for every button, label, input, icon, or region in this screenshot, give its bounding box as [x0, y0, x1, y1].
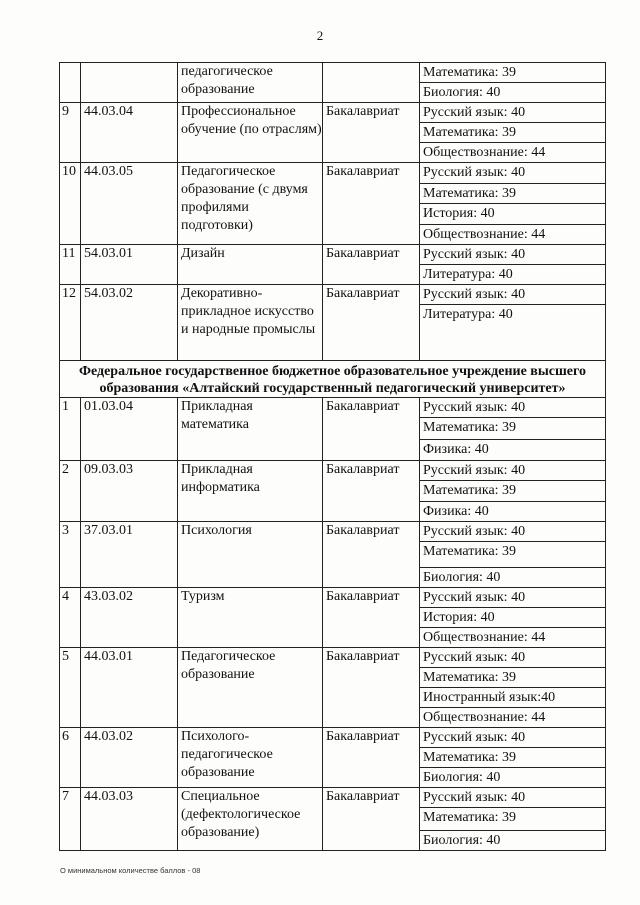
table-row — [60, 63, 606, 103]
row-number: 9 — [60, 103, 81, 163]
direction-code: 37.03.01 — [81, 522, 178, 588]
direction-name: Профессиональное обучение (по отраслям) — [178, 103, 323, 163]
subject-score: Русский язык: 40 — [420, 522, 605, 542]
subject-score: Физика: 40 — [423, 442, 489, 457]
row-number: 5 — [60, 648, 81, 728]
subject-score: Математика: 39 — [420, 542, 605, 568]
row-number: 10 — [60, 163, 81, 245]
row-number: 1 — [60, 398, 81, 461]
row-number — [60, 63, 81, 103]
subjects-cell — [420, 103, 606, 163]
page-number: 2 — [316, 28, 324, 43]
direction-code: 43.03.02 — [81, 588, 178, 648]
subject-score: Русский язык: 40 — [420, 728, 605, 748]
subject-score: Русский язык: 40 — [420, 285, 605, 305]
subject-score: Русский язык: 40 — [420, 398, 605, 418]
subject-score: История: 40 — [420, 608, 605, 628]
subject-score: Русский язык: 40 — [420, 788, 605, 808]
subject-score: Литература: 40 — [423, 307, 513, 322]
education-level: Бакалавриат — [323, 588, 420, 648]
direction-name: Педагогическое образование — [178, 648, 323, 728]
row-number: 11 — [60, 245, 81, 285]
education-level: Бакалавриат — [323, 285, 420, 361]
section-header-row — [60, 361, 606, 398]
footer-note: О минимальном количестве баллов - 08 — [60, 866, 201, 875]
subject-score: Литература: 40 — [423, 267, 513, 282]
direction-code: 54.03.01 — [81, 245, 178, 285]
direction-code: 44.03.04 — [81, 103, 178, 163]
subjects-cell — [420, 285, 606, 361]
table-row — [60, 245, 606, 285]
table-row — [60, 588, 606, 648]
education-level: Бакалавриат — [323, 788, 420, 851]
table-row — [60, 788, 606, 851]
direction-name: Специальное (дефектологическое образование) — [178, 788, 323, 851]
table-body-top — [60, 63, 606, 361]
subject-score: Русский язык: 40 — [420, 648, 605, 668]
subject-score: Иностранный язык:40 — [420, 688, 605, 708]
subject-score: Русский язык: 40 — [420, 163, 605, 184]
table-row — [60, 163, 606, 245]
subject-score: Обществознание: 44 — [423, 710, 546, 725]
direction-name: Психология — [178, 522, 323, 588]
subject-score: Русский язык: 40 — [420, 588, 605, 608]
admission-scores-table — [59, 62, 606, 851]
education-level: Бакалавриат — [323, 461, 420, 522]
table-row — [60, 648, 606, 728]
education-level — [323, 63, 420, 103]
section-header-body — [60, 361, 606, 398]
direction-code: 44.03.01 — [81, 648, 178, 728]
direction-code — [81, 63, 178, 103]
direction-code: 44.03.05 — [81, 163, 178, 245]
subjects-cell — [420, 728, 606, 788]
subject-score: Математика: 39 — [420, 418, 605, 440]
subjects-cell — [420, 648, 606, 728]
subjects-cell — [420, 522, 606, 588]
row-number: 4 — [60, 588, 81, 648]
subject-score: Русский язык: 40 — [420, 245, 605, 265]
subject-score: Математика: 39 — [420, 184, 605, 204]
subject-score: Биология: 40 — [423, 85, 501, 100]
direction-name: Прикладная информатика — [178, 461, 323, 522]
subject-score: Биология: 40 — [423, 570, 501, 585]
subject-score: Обществознание: 44 — [423, 145, 546, 160]
subject-score: Математика: 39 — [420, 481, 605, 502]
education-level: Бакалавриат — [323, 648, 420, 728]
subject-score: История: 40 — [420, 204, 605, 225]
subjects-cell — [420, 461, 606, 522]
subjects-cell — [420, 163, 606, 245]
direction-code: 54.03.02 — [81, 285, 178, 361]
direction-code: 44.03.03 — [81, 788, 178, 851]
table-row — [60, 285, 606, 361]
table-body-bottom — [60, 398, 606, 851]
direction-code: 09.03.03 — [81, 461, 178, 522]
row-number: 7 — [60, 788, 81, 851]
subject-score: Русский язык: 40 — [420, 103, 605, 123]
subjects-cell — [420, 788, 606, 851]
education-level: Бакалавриат — [323, 728, 420, 788]
direction-name: Педагогическое образование (с двумя профилями подготовки) — [178, 163, 323, 245]
subject-score: Биология: 40 — [423, 833, 501, 848]
subject-score: Физика: 40 — [423, 504, 489, 519]
education-level: Бакалавриат — [323, 103, 420, 163]
direction-code: 01.03.04 — [81, 398, 178, 461]
subject-score: Математика: 39 — [420, 63, 605, 83]
row-number: 3 — [60, 522, 81, 588]
direction-name: педагогическое образование — [178, 63, 323, 103]
section-title: Федеральное государственное бюджетное образовательное учреждение высшего образования «Алтайский государственный педагогический университет» — [60, 361, 606, 398]
subjects-cell — [420, 398, 606, 461]
subject-score: Математика: 39 — [420, 668, 605, 688]
education-level: Бакалавриат — [323, 398, 420, 461]
education-level: Бакалавриат — [323, 245, 420, 285]
subject-score: Обществознание: 44 — [423, 227, 546, 242]
subject-score: Русский язык: 40 — [420, 461, 605, 481]
row-number: 2 — [60, 461, 81, 522]
education-level: Бакалавриат — [323, 522, 420, 588]
table-row — [60, 398, 606, 461]
subject-score: Математика: 39 — [420, 748, 605, 768]
direction-name: Дизайн — [178, 245, 323, 285]
subject-score: Биология: 40 — [423, 770, 501, 785]
table-row — [60, 728, 606, 788]
direction-name: Психолого-педагогическое образование — [178, 728, 323, 788]
direction-code: 44.03.02 — [81, 728, 178, 788]
subject-score: Обществознание: 44 — [423, 630, 546, 645]
subjects-cell — [420, 588, 606, 648]
direction-name: Туризм — [178, 588, 323, 648]
row-number: 6 — [60, 728, 81, 788]
subjects-cell — [420, 245, 606, 285]
subject-score: Математика: 39 — [420, 123, 605, 143]
direction-name: Декоративно-прикладное искусство и народные промыслы — [178, 285, 323, 361]
table-row — [60, 103, 606, 163]
table-row — [60, 461, 606, 522]
subject-score: Математика: 39 — [420, 808, 605, 831]
direction-name: Прикладная математика — [178, 398, 323, 461]
education-level: Бакалавриат — [323, 163, 420, 245]
row-number: 12 — [60, 285, 81, 361]
subjects-cell — [420, 63, 606, 103]
table-row — [60, 522, 606, 588]
